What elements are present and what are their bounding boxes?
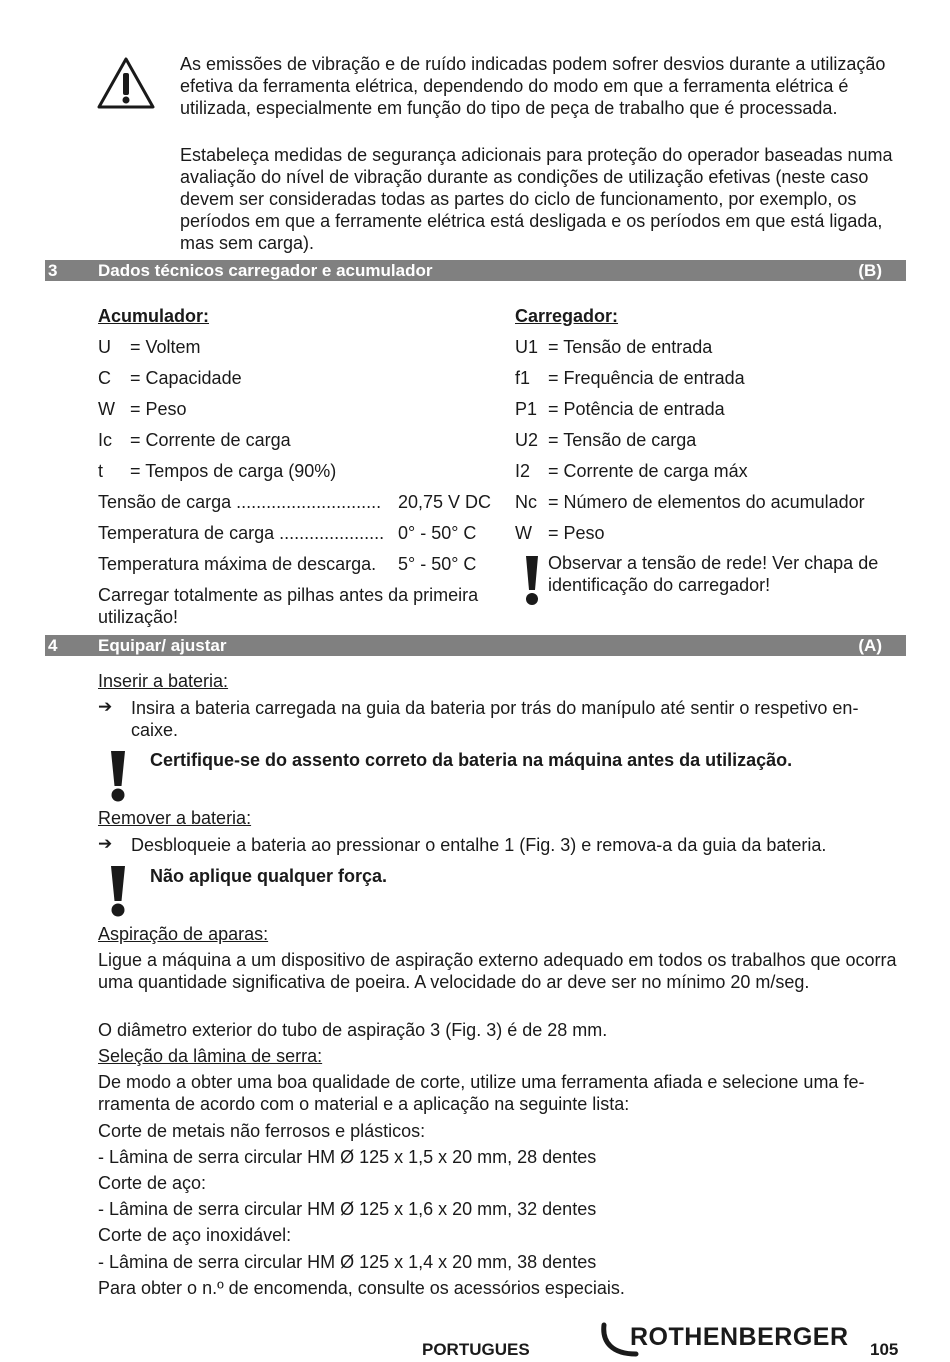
suction-tube-text: O diâmetro exterior do tubo de aspiração 3 (Fig. 3) é de 28 mm.: [98, 1020, 608, 1040]
blade-selection-intro: De modo a obter uma boa qualidade de corte, utilize uma ferramenta afiada e selecione uma fe-rramenta de acordo com o material e a aplicação na seguinte lista:: [98, 1072, 865, 1114]
no-force-warning: Não aplique qualquer força.: [150, 866, 388, 886]
spec-row: Temperatura máxima de descarga. 5° - 50° C: [98, 554, 477, 574]
battery-heading: Acumulador:: [98, 306, 210, 326]
insert-battery-step: Insira a bateria carregada na guia da bateria por trás do manípulo até sentir o respetivo en-caixe.: [131, 698, 859, 740]
list-item: W = Peso: [98, 399, 187, 419]
section-title: Equipar/ ajustar: [98, 636, 227, 655]
spec-row: Tensão de carga ............................. 20,75 V DC: [98, 492, 492, 512]
section-4-header: [45, 635, 906, 656]
section-number: 4: [48, 636, 58, 655]
battery-seat-warning: Certifique-se do assento correto da bateria na máquina antes da utilização.: [150, 750, 793, 770]
dust-extraction-text: Ligue a máquina a um dispositivo de aspiração externo adequado em todos os trabalhos que ocorra uma quantidade significativa de poeira. A velocidade do ar deve ser no mínimo 20 m/seg.: [98, 950, 897, 992]
arrow-right-icon: ➔: [98, 697, 113, 716]
list-item: W = Peso: [515, 523, 605, 543]
dust-extraction-heading: Aspiração de aparas:: [98, 924, 269, 944]
list-item: f1 = Frequência de entrada: [515, 368, 745, 388]
list-item: Corte de metais não ferrosos e plásticos:: [98, 1121, 426, 1141]
list-item: Ic = Corrente de carga: [98, 430, 291, 450]
list-item: C = Capacidade: [98, 368, 242, 388]
charger-heading: Carregador:: [515, 306, 619, 326]
blade-selection-heading: Seleção da lâmina de serra:: [98, 1046, 323, 1066]
arrow-right-icon: ➔: [98, 834, 113, 853]
warning-triangle-icon: [96, 56, 156, 110]
spec-row: Temperatura de carga ..................... 0° - 50° C: [98, 523, 477, 543]
list-item: Para obter o n.º de encomenda, consulte os acessórios especiais.: [98, 1278, 625, 1298]
list-item: I2 = Corrente de carga máx: [515, 461, 748, 481]
mains-voltage-note: Observar a tensão de rede! Ver chapa de identificação do carregador!: [548, 553, 879, 595]
list-item: - Lâmina de serra circular HM Ø 125 x 1,5 x 20 mm, 28 dentes: [98, 1147, 597, 1167]
safety-measures-text: Estabeleça medidas de segurança adicionais para proteção do operador baseadas numa avaliação do nível de vibração durante as condições de utilização efetivas (neste caso devem ser consideradas todas as partes do ciclo de funcionamento, por exemplo, os períodos em que a ferramente elétrica está desligada e os períodos em que está ligada, mas sem carga).: [180, 145, 893, 253]
insert-battery-heading: Inserir a bateria:: [98, 671, 229, 691]
exclamation-icon: [523, 554, 541, 606]
list-item: t = Tempos de carga (90%): [98, 461, 337, 481]
list-item: U = Voltem: [98, 337, 201, 357]
list-item: - Lâmina de serra circular HM Ø 125 x 1,4 x 20 mm, 38 dentes: [98, 1252, 597, 1272]
exclamation-icon: [108, 864, 128, 918]
remove-battery-step: Desbloqueie a bateria ao pressionar o entalhe 1 (Fig. 3) e remova-a da guia da bateria.: [131, 835, 827, 855]
section-title: Dados técnicos carregador e acumulador: [98, 261, 433, 280]
list-item: Corte de aço:: [98, 1173, 207, 1193]
list-item: Corte de aço inoxidável:: [98, 1225, 292, 1245]
list-item: - Lâmina de serra circular HM Ø 125 x 1,6 x 20 mm, 32 dentes: [98, 1199, 597, 1219]
footer-language: PORTUGUES: [422, 1340, 530, 1359]
figure-reference: (A): [858, 636, 882, 655]
remove-battery-heading: Remover a bateria:: [98, 808, 252, 828]
list-item: P1 = Potência de entrada: [515, 399, 725, 419]
vibration-warning-text: As emissões de vibração e de ruído indicadas podem sofrer desvios durante a utilização efetiva da ferramenta elétrica, dependendo do modo em que a ferramenta elétrica é utilizada, especialmente em função do tipo de peça de trabalho que é processada.: [180, 54, 886, 118]
footer-brand: ROTHENBERGER: [630, 1323, 849, 1351]
exclamation-icon: [108, 749, 128, 803]
figure-reference: (B): [858, 261, 882, 280]
list-item: U1 = Tensão de entrada: [515, 337, 713, 357]
charge-note: Carregar totalmente as pilhas antes da primeira utilização!: [98, 585, 479, 627]
page-number: 105: [870, 1340, 899, 1359]
list-item: Nc = Número de elementos do acumulador: [515, 492, 865, 512]
section-3-header: [45, 260, 906, 281]
section-number: 3: [48, 261, 58, 280]
list-item: U2 = Tensão de carga: [515, 430, 697, 450]
